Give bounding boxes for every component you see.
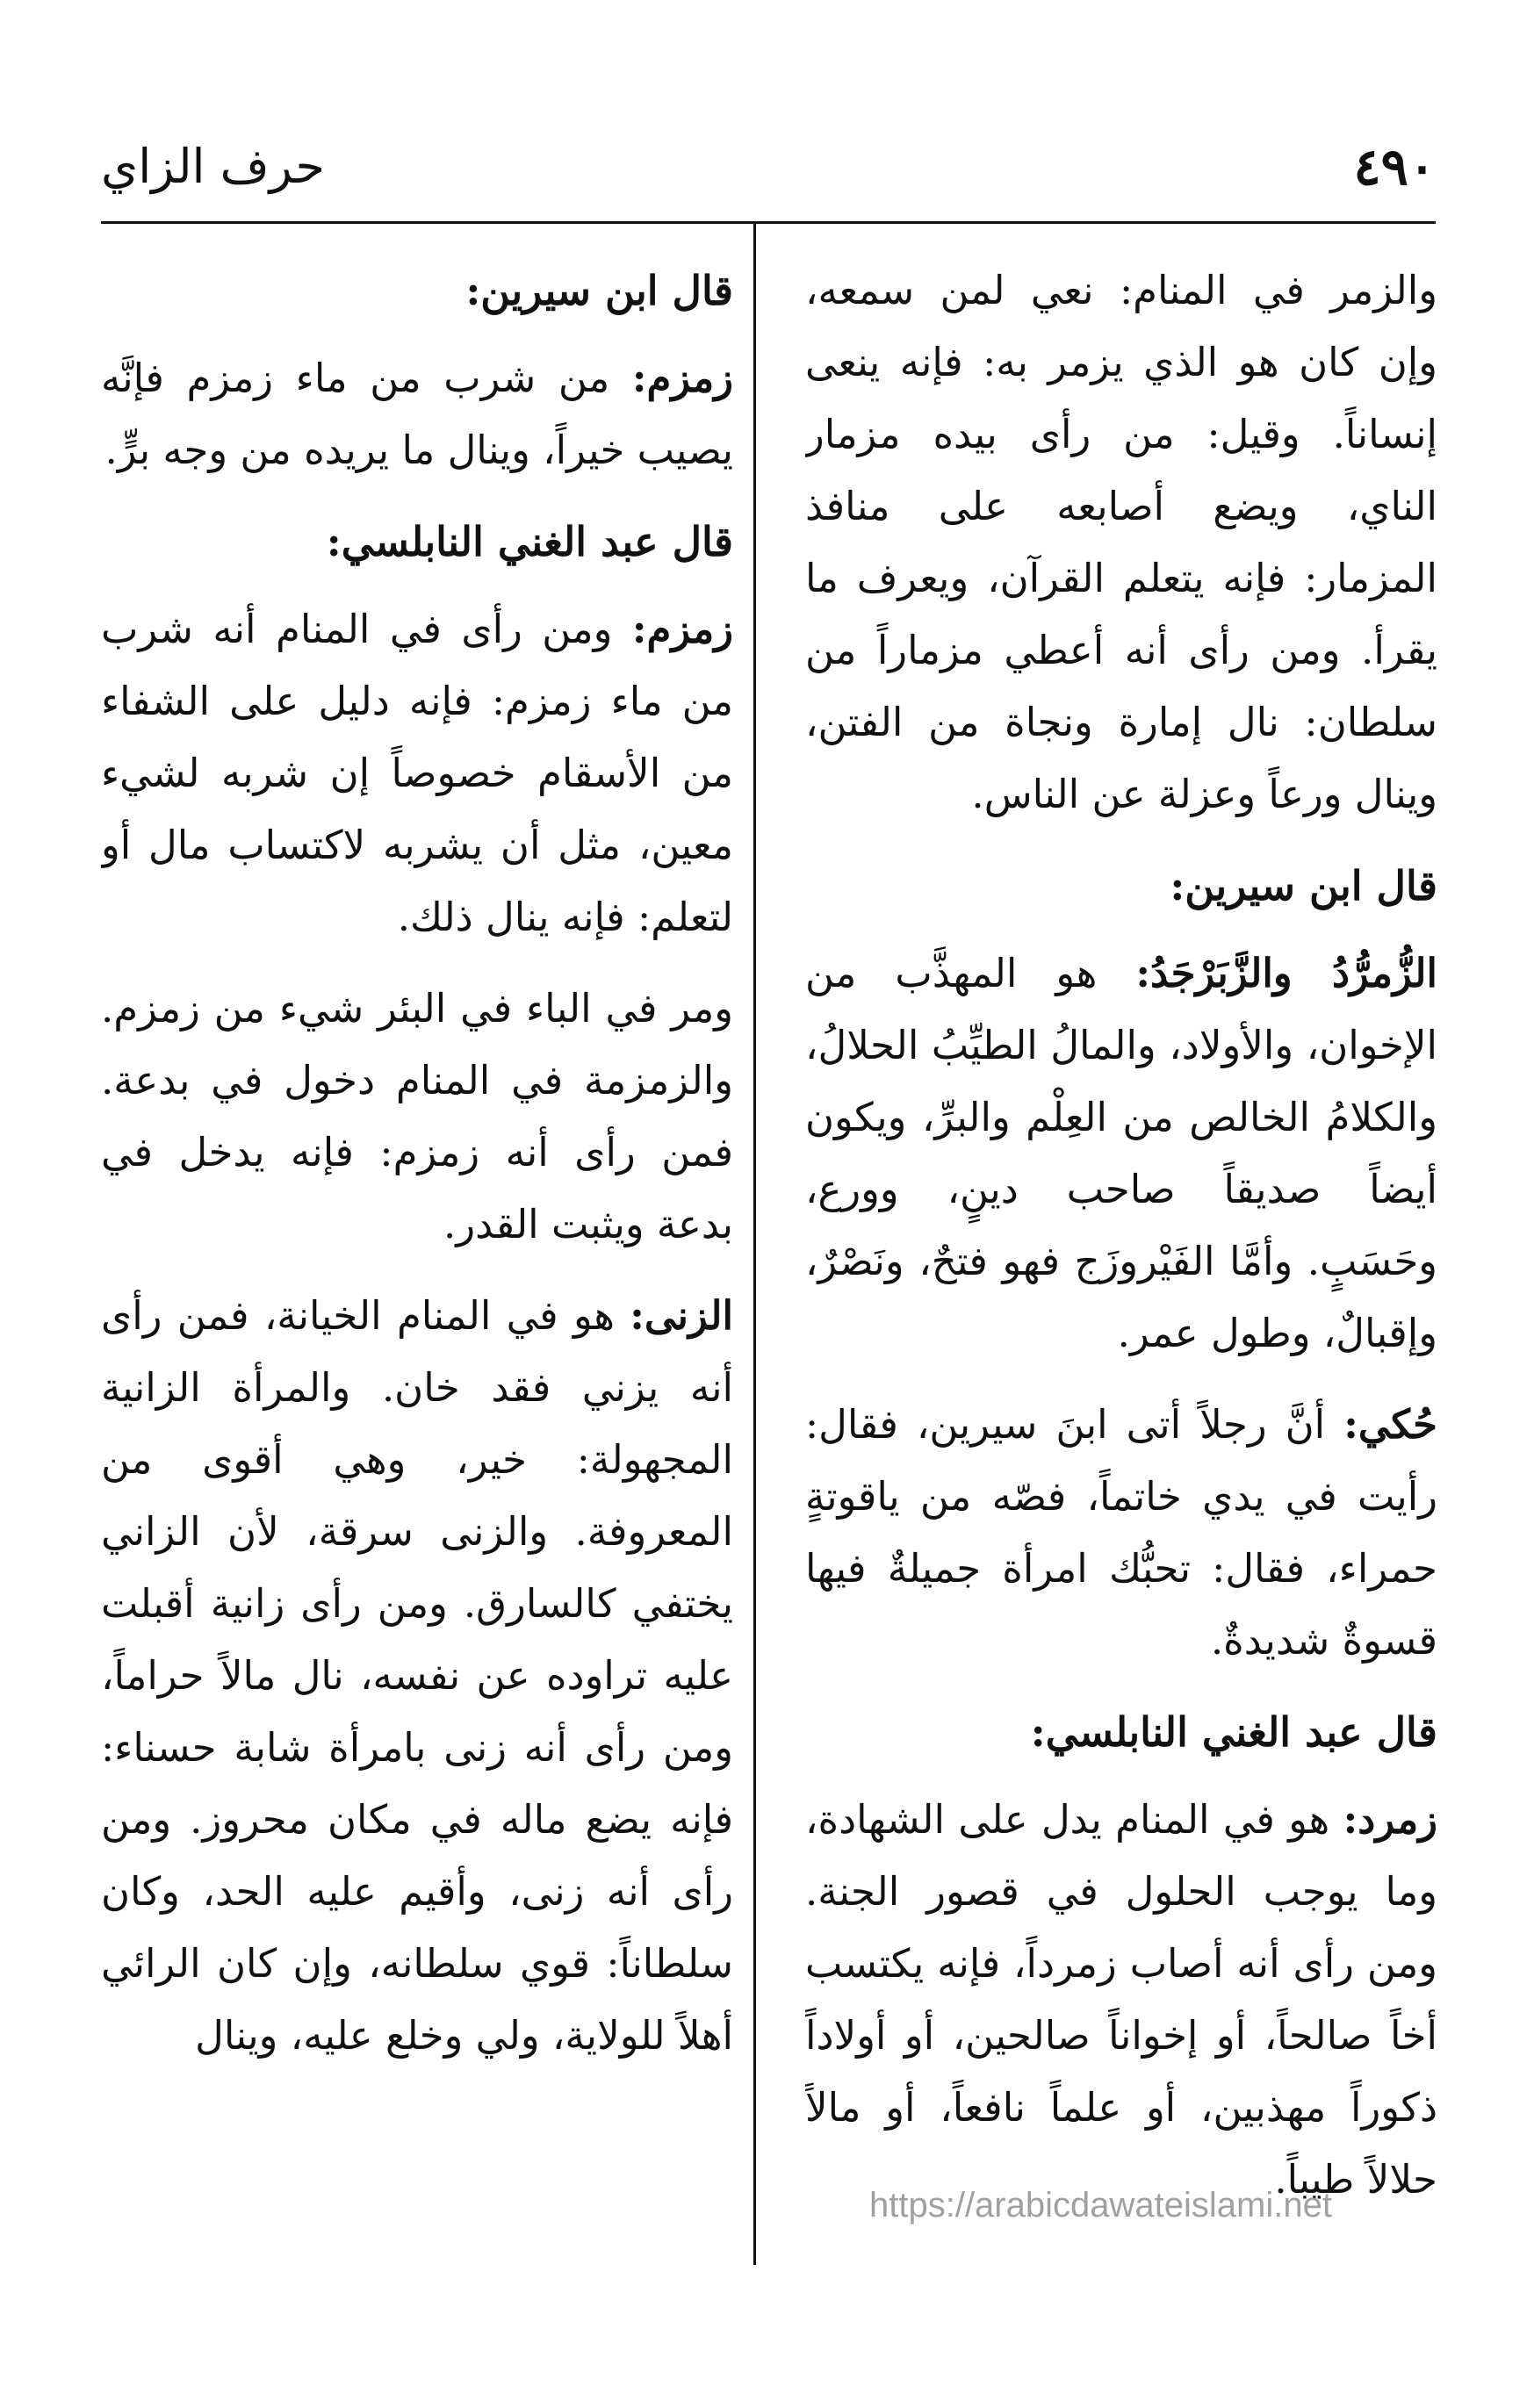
entry-term: زمزم: xyxy=(631,606,733,652)
entry-text: أنَّ رجلاً أتى ابنَ سيرين، فقال: رأيت في يدي خاتماً، فصّه من ياقوتةٍ حمراء، فقال: تحبُّك امرأة جميلةٌ فيها قسوةٌ شديدةٌ. xyxy=(805,1401,1437,1664)
entry-text: هو المهذَّب من الإخوان، والأولاد، والمالُ الطيِّبُ الحلالُ، والكلامُ الخالص من العِلْم والبرِّ، ويكون أيضاً صديقاً صاحب دينٍ، وورع، وحَسَبٍ. وأمَّا الفَيْروزَج فهو فتحٌ، ونَصْرٌ، وإقبالٌ، وطول عمر. xyxy=(805,950,1437,1356)
paragraph-zamr: والزمر في المنام: نعي لمن سمعه، وإن كان هو الذي يزمر به: فإنه ينعى إنساناً. وقيل: من رأى بيده مزمار الناي، ويضع أصابعه على منافذ المزمار: فإنه يتعلم القرآن، ويعرف ما يقرأ. ومن رأى أنه أعطي مزماراً من سلطان: نال إمارة ونجاة من الفتن، وينال ورعاً وعزلة عن الناس. xyxy=(805,267,1437,817)
paragraph-zamzama: ومر في الباء في البئر شيء من زمزم. والزمزمة في المنام دخول في بدعة. فمن رأى أنه زمزم: فإنه يدخل في بدعة ويثبت القدر. xyxy=(101,985,733,1247)
left-column xyxy=(101,255,733,2274)
heading-ibn-sirin: قال ابن سيرين: xyxy=(1170,862,1437,909)
column-divider xyxy=(753,224,756,2265)
entry-term: الزنى: xyxy=(630,1292,733,1339)
heading-nabulsi: قال عبد الغني النابلسي: xyxy=(326,518,733,565)
entry-term: حُكي: xyxy=(1343,1401,1437,1448)
paragraph-zumurrud xyxy=(805,938,1437,1369)
entry-text: ومن رأى في المنام أنه شرب من ماء زمزم: فإنه دليل على الشفاء من الأسقام خصوصاً إن شربه لشيء معين، مثل أن يشربه لاكتساب مال أو لتعلم: فإنه ينال ذلك. xyxy=(101,606,733,940)
right-column xyxy=(805,255,1437,2274)
paragraph-zumurrud-nabulsi xyxy=(805,1784,1437,2216)
paragraph-zamzam xyxy=(101,342,733,486)
header-rule xyxy=(101,221,1436,224)
paragraph-zamzam-nabulsi xyxy=(101,593,733,953)
entry-term: زمرد: xyxy=(1343,1796,1437,1843)
entry-text: من شرب من ماء زمزم فإنَّه يصيب خيراً، وينال ما يريده من وجه برٍّ. xyxy=(101,355,733,473)
running-title: حرف الزاي xyxy=(101,139,325,194)
entry-term: الزُّمرُّدُ والزَّبَرْجَدُ: xyxy=(1135,950,1437,996)
source-watermark: https://arabicdawateislami.net xyxy=(869,2186,1332,2225)
heading-ibn-sirin: قال ابن سيرين: xyxy=(465,267,733,314)
heading-nabulsi: قال عبد الغني النابلسي: xyxy=(1030,1708,1437,1756)
page-number: ٤٩٠ xyxy=(1353,137,1436,197)
entry-text: هو في المنام يدل على الشهادة، وما يوجب الحلول في قصور الجنة. ومن رأى أنه أصاب زمرداً، فإنه يكتسب أخاً صالحاً، أو إخواناً صالحين، أو أولاداً ذكوراً مهذبين، أو علماً نافعاً، أو مالاً حلالاً طيباً. xyxy=(805,1796,1437,2203)
entry-text: هو في المنام الخيانة، فمن رأى أنه يزني فقد خان. والمرأة الزانية المجهولة: خير، وهي أقوى من المعروفة. والزنى سرقة، لأن الزاني يختفي كالسارق. ومن رأى زانية أقبلت عليه تراوده عن نفسه، نال مالاً حراماً، ومن رأى أنه زنى بامرأة شابة حسناء: فإنه يضع ماله في مكان محروز. ومن رأى أنه زنى، وأقيم عليه الحد، وكان سلطاناً: قوي سلطانه، وإن كان الرائي أهلاً للولاية، ولي وخلع عليه، وينال xyxy=(101,1292,733,2059)
paragraph-zina xyxy=(101,1280,733,2072)
page-header xyxy=(101,132,1436,202)
paragraph-anecdote xyxy=(805,1389,1437,1677)
entry-term: زمزم: xyxy=(631,355,733,401)
